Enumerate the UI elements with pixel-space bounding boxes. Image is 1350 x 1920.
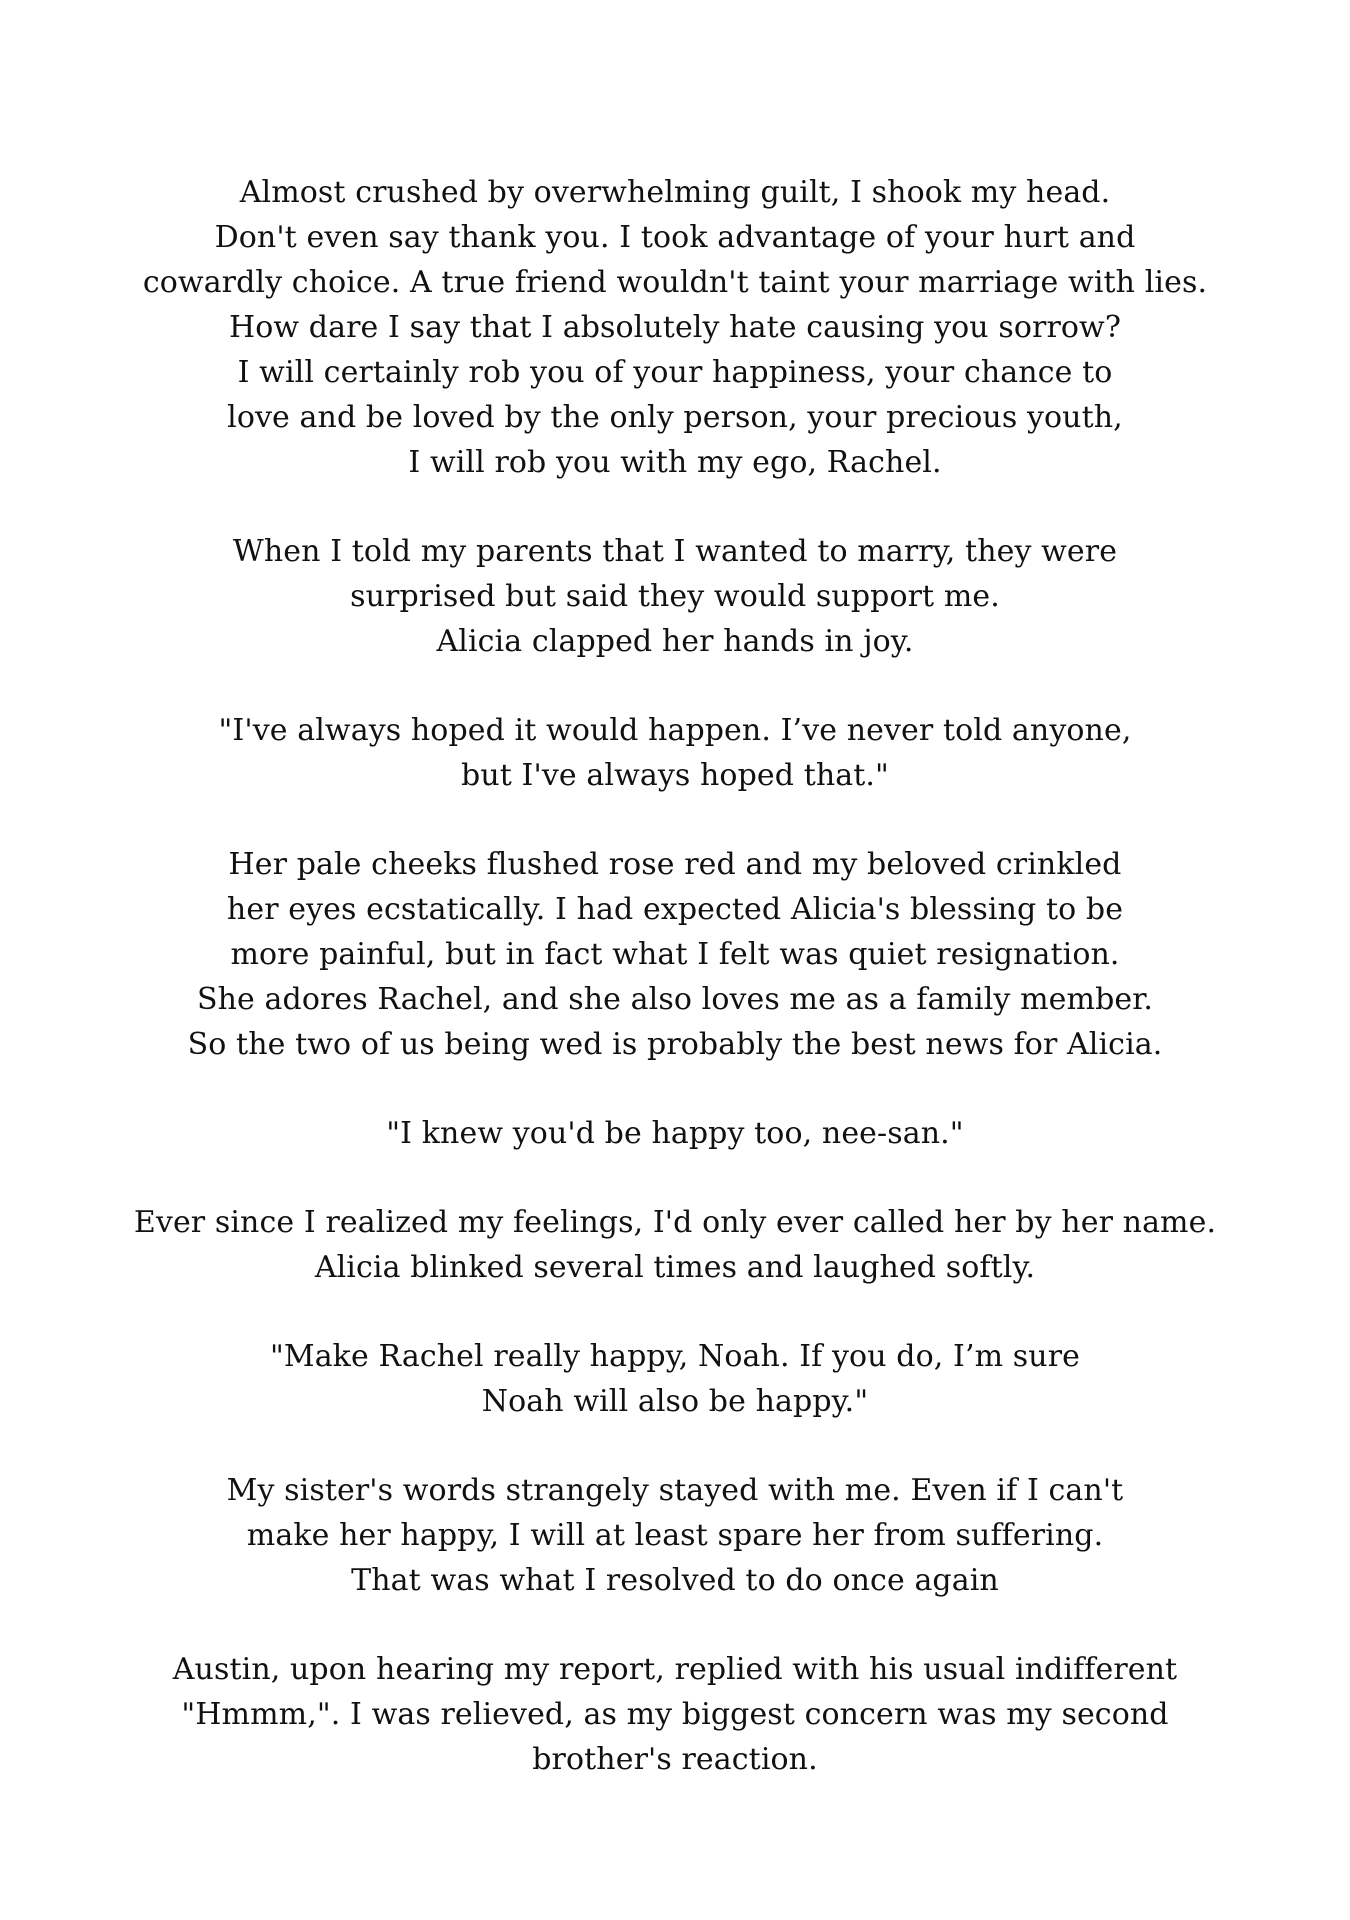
text-line: surprised but said they would support me. bbox=[350, 579, 1000, 614]
text-line: more painful, but in fact what I felt was quiet resignation. bbox=[230, 937, 1120, 972]
text-line: My sister's words strangely stayed with me. Even if I can't bbox=[226, 1473, 1124, 1508]
paragraph bbox=[0, 529, 1350, 664]
text-line: How dare I say that I absolutely hate causing you sorrow? bbox=[228, 310, 1122, 345]
text-line: Austin, upon hearing my report, replied with his usual indifferent bbox=[172, 1652, 1178, 1687]
paragraph bbox=[0, 1647, 1350, 1782]
paragraph bbox=[0, 708, 1350, 798]
text-line: her eyes ecstatically. I had expected Alicia's blessing to be bbox=[226, 892, 1124, 927]
text-line: Noah will also be happy." bbox=[481, 1384, 869, 1419]
paragraph bbox=[0, 1468, 1350, 1603]
text-line: I will rob you with my ego, Rachel. bbox=[408, 445, 942, 480]
text-line: Alicia blinked several times and laughed softly. bbox=[314, 1250, 1036, 1285]
paragraph bbox=[0, 1200, 1350, 1290]
text-line: brother's reaction. bbox=[532, 1742, 818, 1777]
text-line: Don't even say thank you. I took advantage of your hurt and bbox=[214, 220, 1136, 255]
paragraph bbox=[0, 170, 1350, 485]
text-line: "Make Rachel really happy, Noah. If you do, I’m sure bbox=[269, 1339, 1080, 1374]
paragraph bbox=[0, 842, 1350, 1067]
text-line: That was what I resolved to do once again bbox=[351, 1563, 999, 1598]
text-line: Almost crushed by overwhelming guilt, I shook my head. bbox=[239, 175, 1111, 210]
text-line: cowardly choice. A true friend wouldn't taint your marriage with lies. bbox=[142, 265, 1208, 300]
document-page bbox=[0, 170, 1350, 1826]
text-line: "Hmmm,". I was relieved, as my biggest concern was my second bbox=[181, 1697, 1169, 1732]
text-line: "I knew you'd be happy too, nee-san." bbox=[386, 1116, 964, 1151]
paragraph bbox=[0, 1111, 1350, 1156]
text-line: She adores Rachel, and she also loves me as a family member. bbox=[196, 982, 1154, 1017]
text-line: "I've always hoped it would happen. I’ve never told anyone, bbox=[218, 713, 1132, 748]
text-line: but I've always hoped that." bbox=[461, 758, 889, 793]
text-line: Alicia clapped her hands in joy. bbox=[436, 624, 914, 659]
text-line: So the two of us being wed is probably the best news for Alicia. bbox=[187, 1027, 1163, 1062]
text-line: make her happy, I will at least spare her from suffering. bbox=[246, 1518, 1104, 1553]
text-line: Ever since I realized my feelings, I'd only ever called her by her name. bbox=[133, 1205, 1217, 1240]
text-line: When I told my parents that I wanted to marry, they were bbox=[232, 534, 1118, 569]
paragraph bbox=[0, 1334, 1350, 1424]
text-line: love and be loved by the only person, your precious youth, bbox=[227, 400, 1123, 435]
text-line: I will certainly rob you of your happiness, your chance to bbox=[237, 355, 1113, 390]
text-line: Her pale cheeks flushed rose red and my beloved crinkled bbox=[228, 847, 1122, 882]
